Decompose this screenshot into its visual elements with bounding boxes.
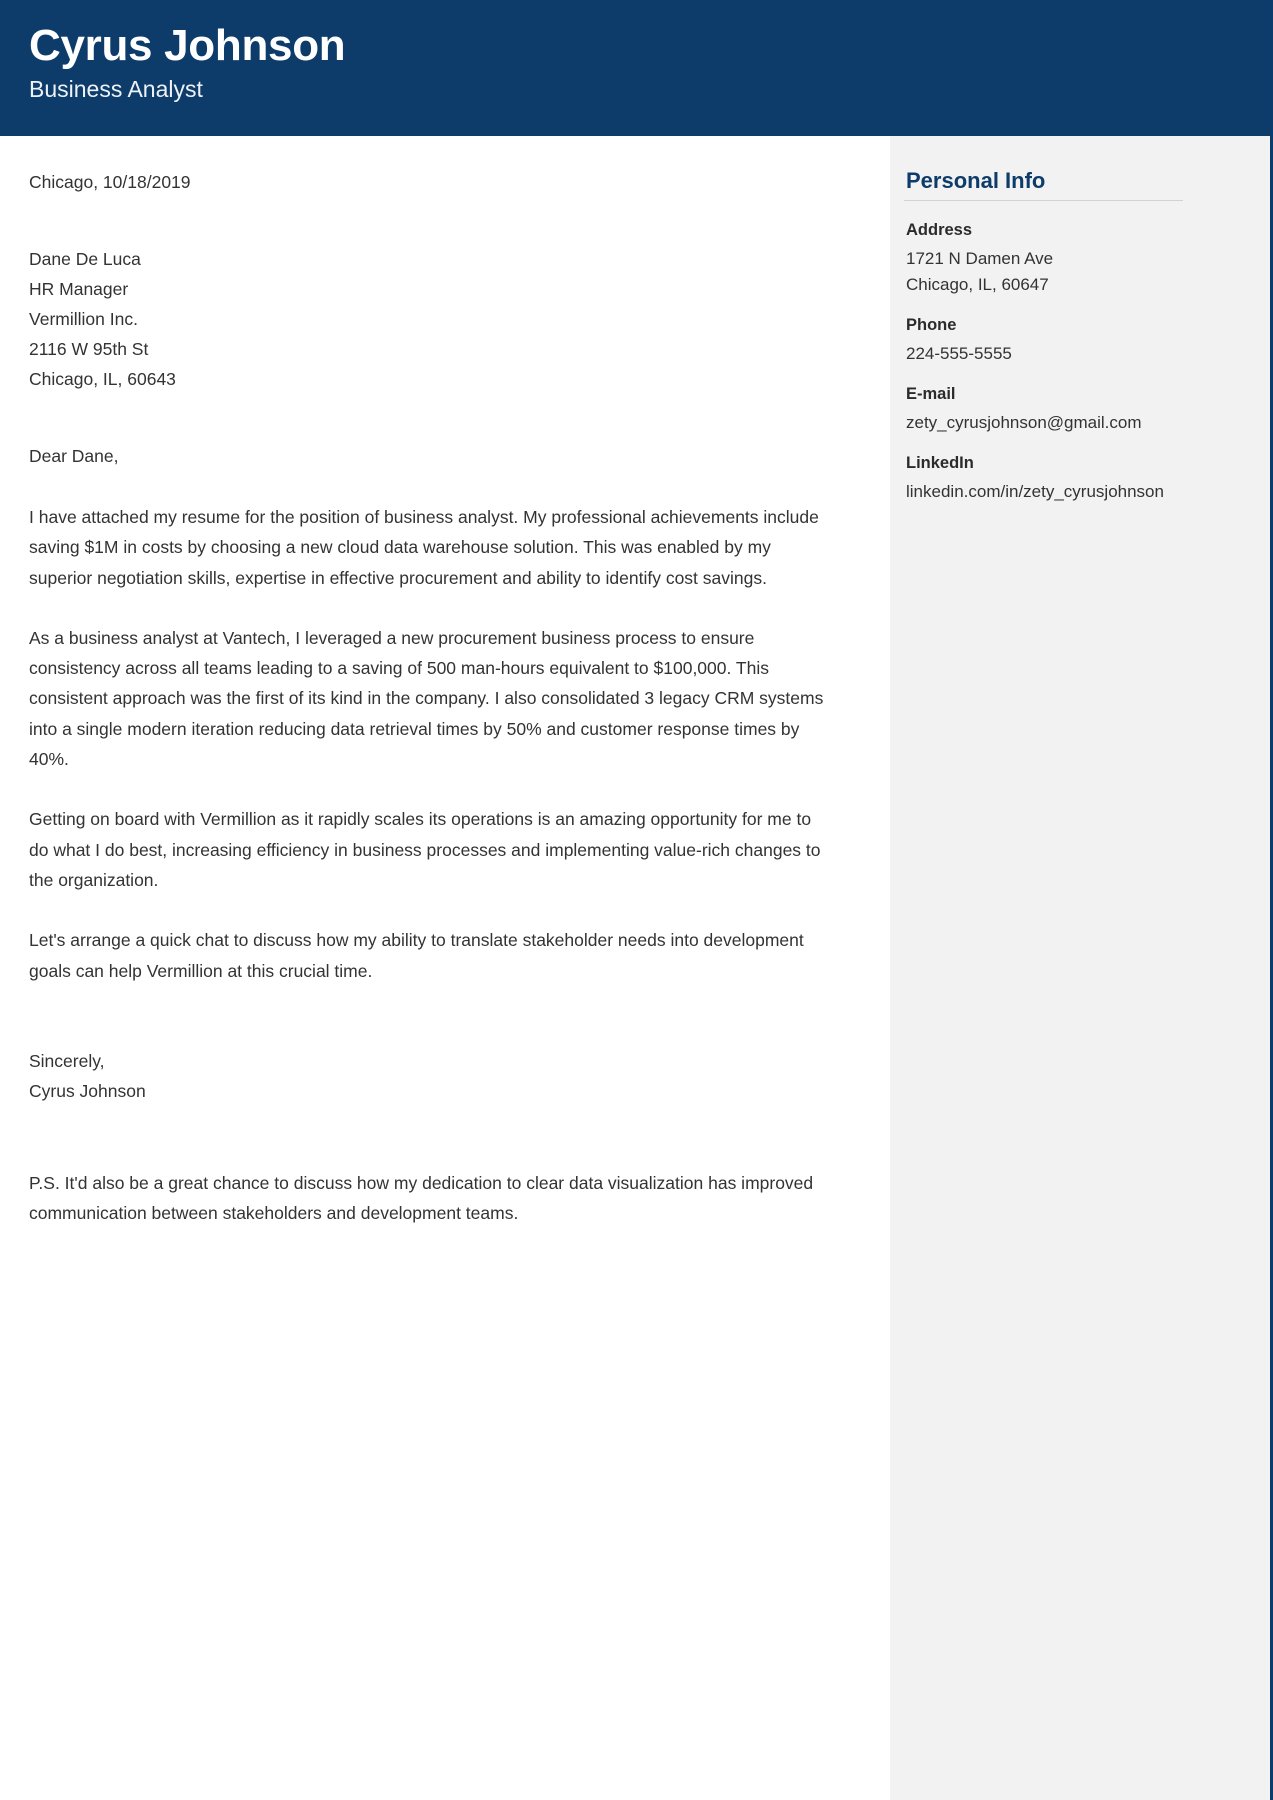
info-group-linkedin xyxy=(904,451,1252,505)
info-label-address: Address xyxy=(906,221,973,240)
body-paragraph-4: Let's arrange a quick chat to discuss how my ability to translate stakeholder needs into development goals can help Vermillion at this crucial time. xyxy=(29,930,804,981)
document-header xyxy=(0,0,1270,136)
document-body xyxy=(0,136,1270,1800)
letter-column xyxy=(0,136,890,1800)
info-group-email xyxy=(904,382,1252,436)
salutation-line: Dear Dane, xyxy=(29,446,119,466)
date-block xyxy=(29,167,835,197)
recipient-name: Dane De Luca xyxy=(29,249,141,269)
salutation-block xyxy=(29,441,835,471)
phone-value[interactable]: 224-555-5555 xyxy=(906,344,1012,364)
signature-name: Cyrus Johnson xyxy=(29,1080,146,1101)
address-line-1: 1721 N Damen Ave xyxy=(906,249,1054,269)
recipient-city-state-zip: Chicago, IL, 60643 xyxy=(29,369,176,389)
recipient-company: Vermillion Inc. xyxy=(29,309,138,329)
info-group-address xyxy=(904,218,1252,298)
body-paragraph-3: Getting on board with Vermillion as it rapidly scales its operations is an amazing opportunity for me to do what I do best, increasing efficiency in business processes and implementing value-rich changes to the organization. xyxy=(29,809,821,890)
valediction: Sincerely, xyxy=(29,1050,105,1071)
info-label-phone: Phone xyxy=(906,316,957,335)
linkedin-value[interactable]: linkedin.com/in/zety_cyrusjohnson xyxy=(906,482,1164,502)
closing-block xyxy=(29,1046,835,1106)
applicant-job-title: Business Analyst xyxy=(29,76,203,103)
info-label-email: E-mail xyxy=(906,385,956,404)
body-paragraph-2: As a business analyst at Vantech, I leveraged a new procurement business process to ensure consistency across all teams leading to a saving of 500 man-hours equivalent to $100,000. This consistent approach was the first of its kind in the company. I also consolidated 3 legacy CRM systems into a single modern iteration reducing data retrieval times by 50% and customer response times by 40%. xyxy=(29,627,824,770)
recipient-role: HR Manager xyxy=(29,279,129,299)
address-line-2: Chicago, IL, 60647 xyxy=(906,275,1049,295)
date-line: Chicago, 10/18/2019 xyxy=(29,172,191,192)
postscript-block xyxy=(29,1168,835,1229)
email-value[interactable]: zety_cyrusjohnson@gmail.com xyxy=(906,413,1142,433)
info-label-linkedin: LinkedIn xyxy=(906,454,974,473)
recipient-street: 2116 W 95th St xyxy=(29,339,149,359)
recipient-block xyxy=(29,244,835,394)
info-group-phone xyxy=(904,313,1252,367)
sidebar-divider xyxy=(904,200,1183,201)
body-paragraph-1: I have attached my resume for the position of business analyst. My professional achievements include saving $1M in costs by choosing a new cloud data warehouse solution. This was enabled by my superior negotiation skills, expertise in effective procurement and ability to identify cost savings. xyxy=(29,507,819,588)
sidebar-heading: Personal Info xyxy=(906,168,1046,193)
applicant-name: Cyrus Johnson xyxy=(29,21,346,70)
postscript-text: P.S. It'd also be a great chance to discuss how my dedication to clear data visualization has improved communication between stakeholders and development teams. xyxy=(29,1172,814,1224)
personal-info-sidebar xyxy=(890,136,1270,1800)
